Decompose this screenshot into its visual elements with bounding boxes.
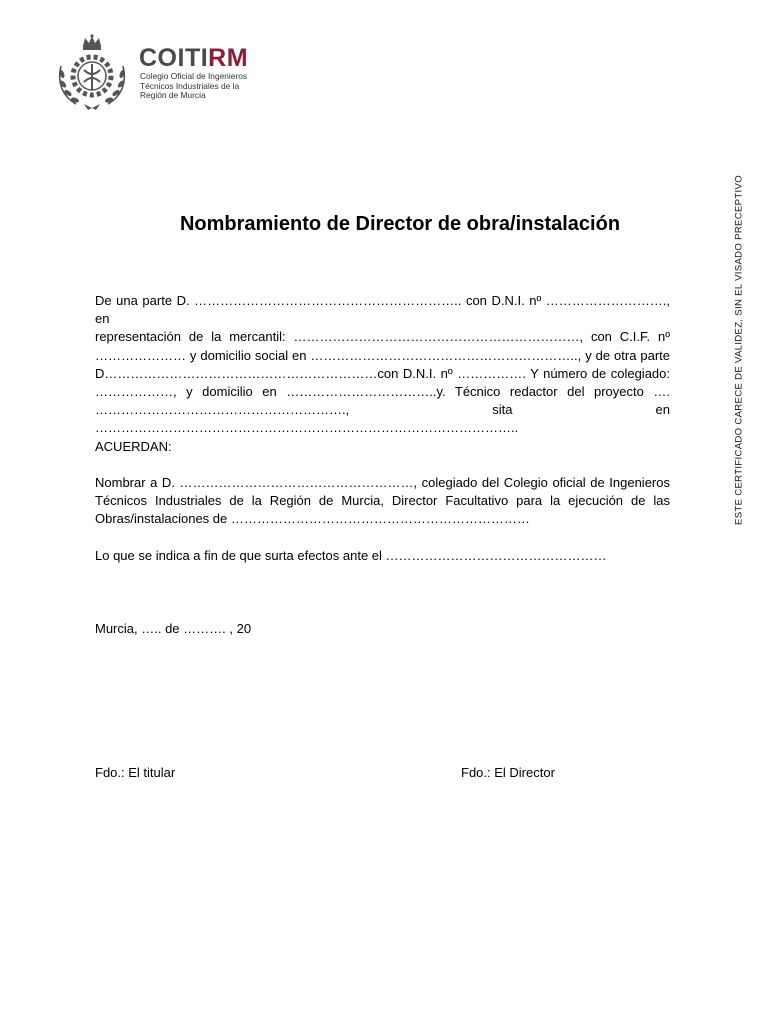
brand-wordmark	[139, 45, 248, 71]
subtitle-line: Región de Murcia	[140, 90, 206, 101]
subtitle-line: Colegio Oficial de Ingenieros	[140, 71, 248, 81]
brand-suffix: RM	[208, 44, 249, 72]
effects-paragraph: Lo que se indica a fin de que surta efectos ante el ……………………………………………	[95, 548, 607, 563]
paragraph-line: representación de la mercantil: …………………………………………………………, con C.I.F. nº	[95, 329, 670, 345]
signature-director: Fdo.: El Director	[461, 765, 555, 780]
parties-paragraph	[95, 292, 670, 438]
paragraph-line: ………………, y domicilio en ……………………………..y. Técnico redactor del proyecto ….	[95, 384, 670, 400]
paragraph-line: ………………… y domicilio social en …………………………………………………….., y de otra parte	[95, 347, 670, 363]
paragraph-line: …………………………………………………., sita en	[95, 402, 670, 418]
subtitle-line: Técnicos Industriales de la	[140, 80, 240, 91]
brand-prefix: COITI	[139, 44, 209, 72]
agreement-heading: ACUERDAN:	[95, 439, 172, 454]
brand-subtitle	[140, 72, 247, 101]
paragraph-line: De una parte D. …………………………………………………….. con D.N.I. nº ………………………., en	[95, 293, 670, 327]
paragraph-line: ……………………………………………………………………………………..	[95, 420, 519, 436]
date-line: Murcia, ….. de ………. , 20	[95, 621, 252, 636]
document-title: Nombramiento de Director de obra/instalación	[179, 213, 621, 235]
paragraph-line: Obras/instalaciones de ……………………………………………………………	[95, 511, 530, 527]
signature-owner: Fdo.: El titular	[95, 765, 176, 780]
paragraph-line: Técnicos Industriales de la Región de Murcia, Director Facultativo para la ejecución de las	[95, 493, 670, 509]
appointment-paragraph	[95, 474, 670, 529]
paragraph-line: Nombrar a D. ………………………………………………, colegiado del Colegio oficial de Ingenieros	[95, 475, 670, 490]
coitirm-logo	[54, 34, 264, 112]
college-seal-icon	[54, 34, 130, 112]
paragraph-line: D………………………………………………………con D.N.I. nº ……………. Y número de colegiado:	[95, 365, 670, 381]
validity-notice: ESTE CERTIFICADO CARECE DE VALIDEZ, SIN EL VISADO PRECEPTIVO	[733, 175, 745, 525]
